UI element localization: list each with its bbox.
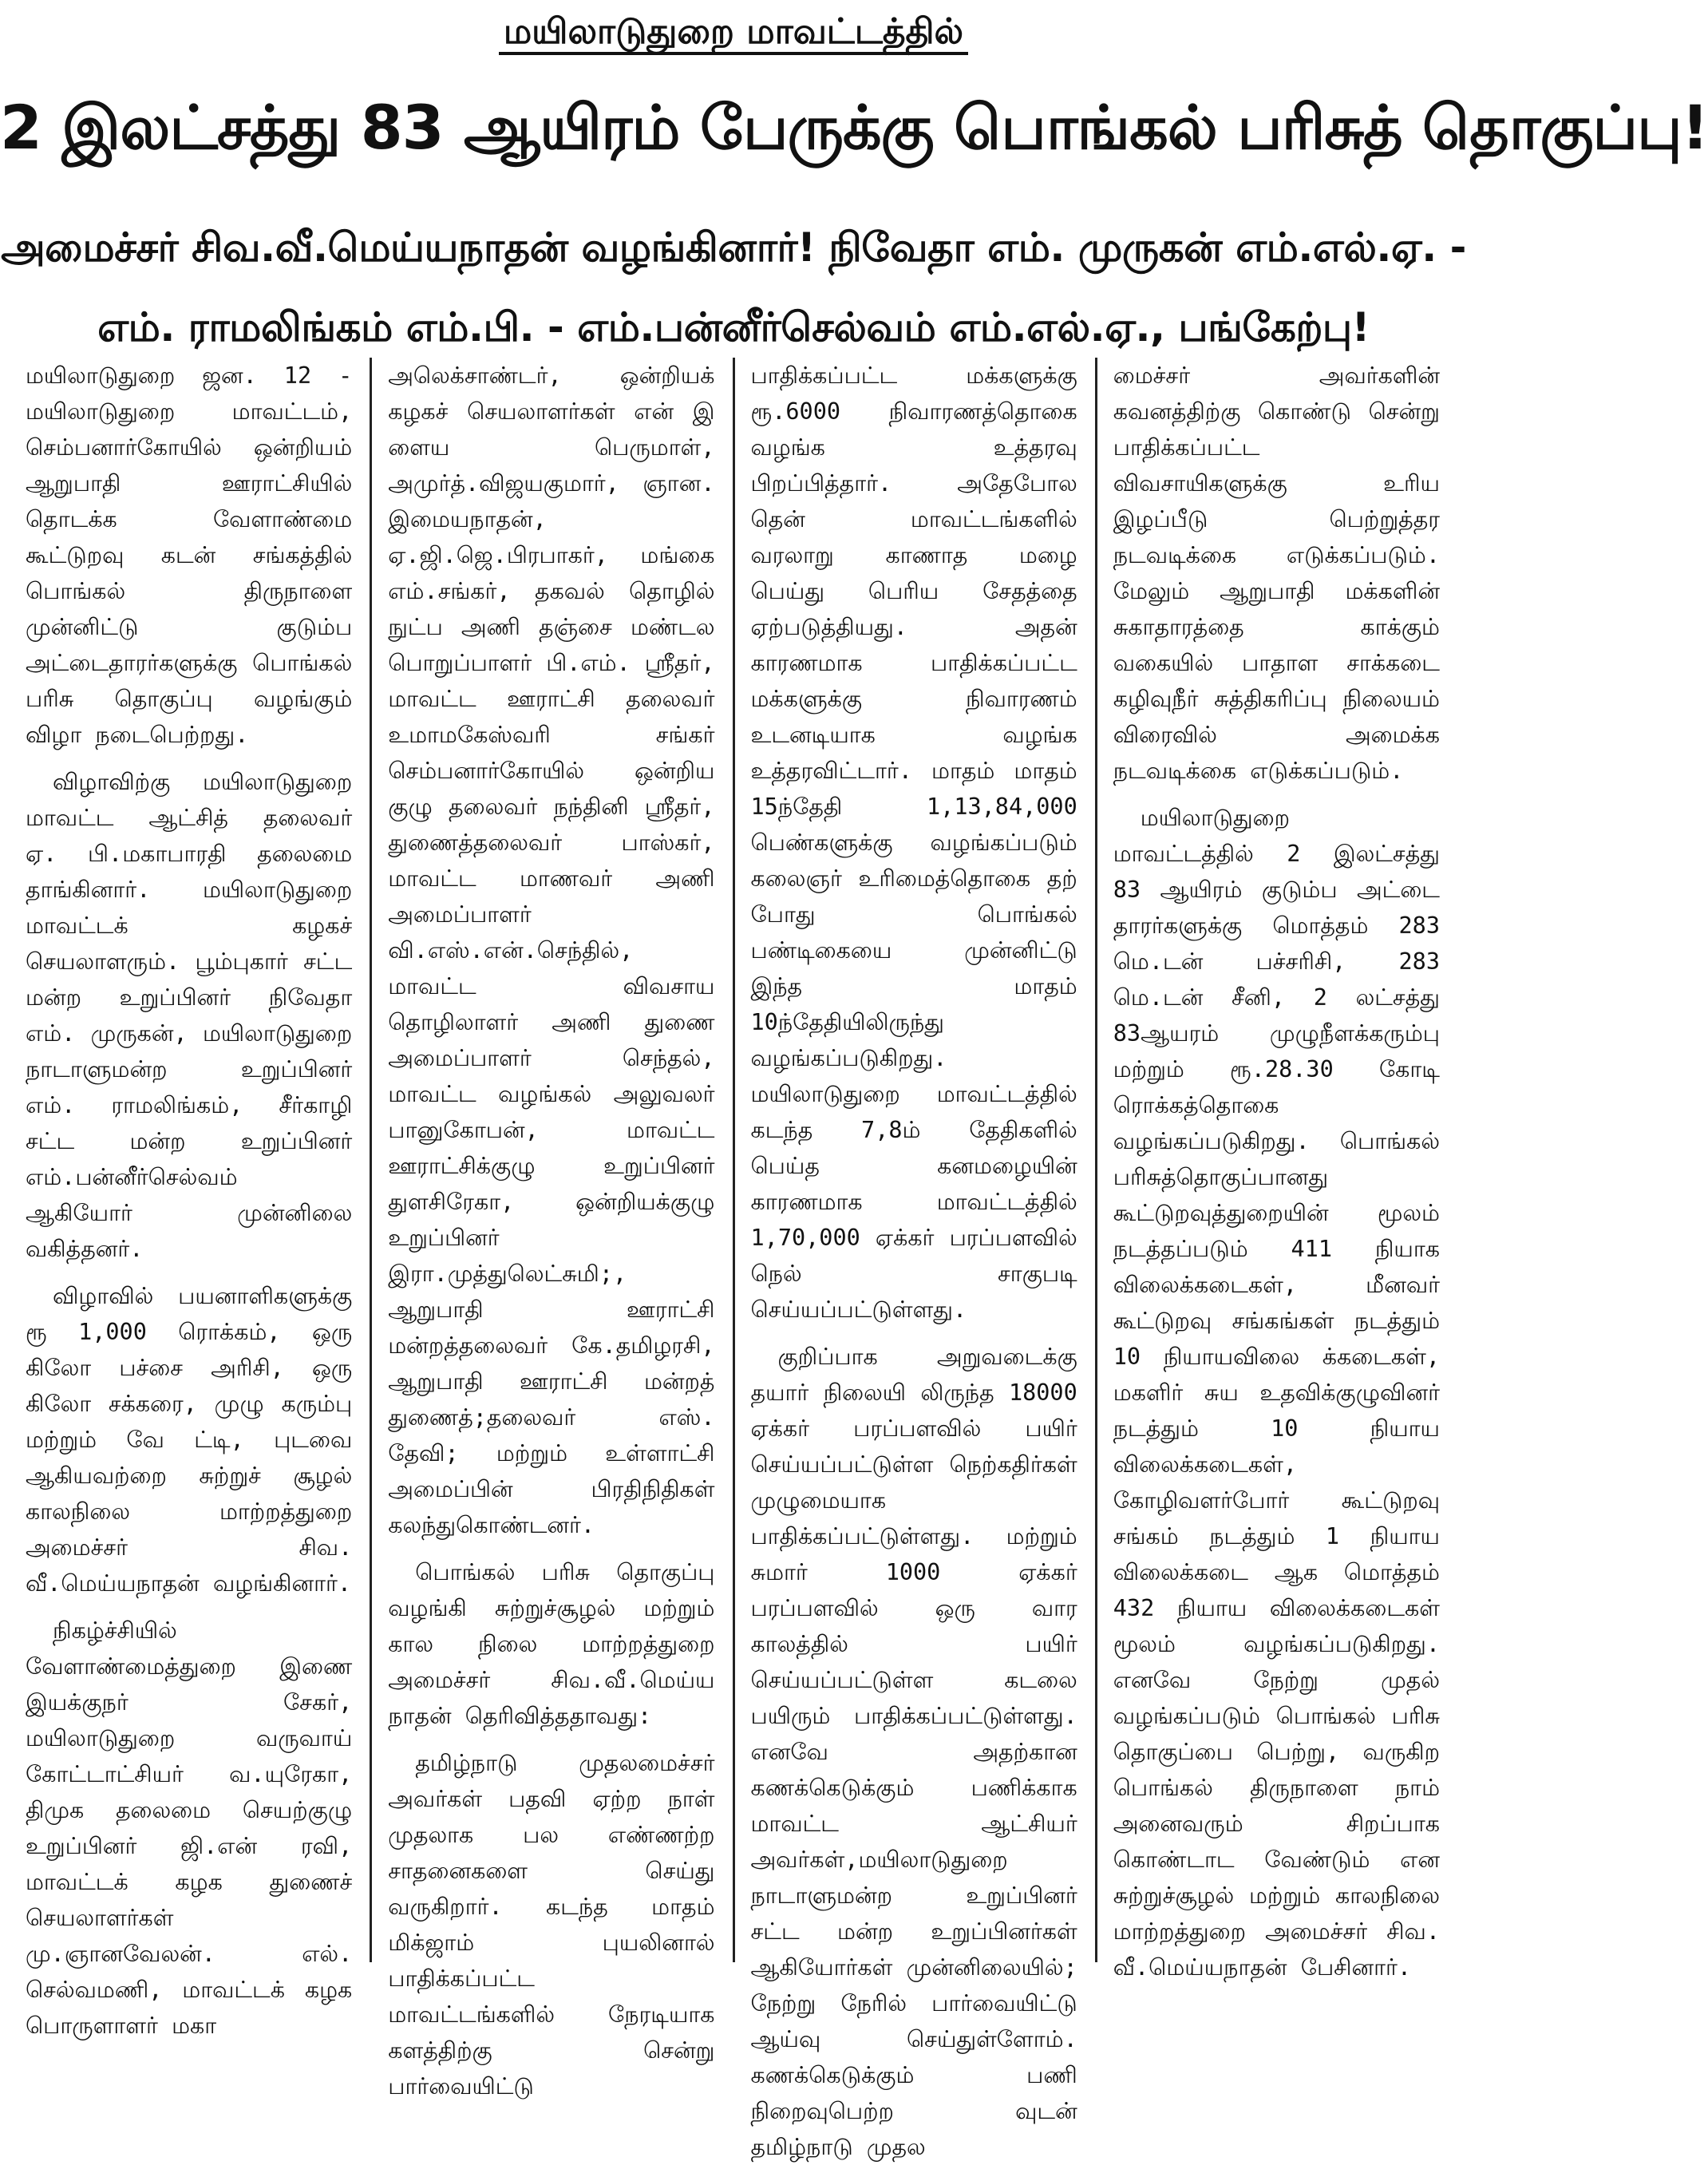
article-paragraph: மைச்சர் அவர்களின் கவனத்திற்கு கொண்டு சென்று பாதிக்கப்பட்ட விவசாயிகளுக்கு உரிய இழப்பீடு பெற்றுத்தர நடவடிக்கை எடுக்கப்படும். மேலும் ஆறுபாதி மக்களின் சுகாதாரத்தை காக்கும் வகையில் பாதாள சாக்கடை கழிவுநீர் சுத்திகரிப்பு நிலையம் விரைவில் அமைக்க நடவடிக்கை எடுக்கப்படும். — [1113, 362, 1440, 784]
article-paragraph: அலெக்சாண்டர், ஒன்றியக் கழகச் செயலாளர்கள் என் இ ளைய பெருமாள், அமுர்த்.விஜயகுமார், ஞான. இமையநாதன், ஏ.ஜி.ஜெ.பிரபாகர், மங்கை எம்.சங்கர், தகவல் தொழில் நுட்ப அணி தஞ்சை மண்டல பொறுப்பாளர் பி.எம். ஸ்ரீதர், மாவட்ட ஊராட்சி தலைவர் உமாமகேஸ்வரி சங்கர் செம்பனார்கோயில் ஒன்றிய குழு தலைவர் நந்தினி ஸ்ரீதர், துணைத்தலைவர் பாஸ்கர், மாவட்ட மாணவர் அணி அமைப்பாளர் வி.எஸ்.என்.செந்தில், மாவட்ட விவசாய தொழிலாளர் அணி துணை அமைப்பாளர் செந்தல், மாவட்ட வழங்கல் அலுவலர் பானுகோபன், மாவட்ட ஊராட்சிக்குழு உறுப்பினர் துளசிரேகா, ஒன்றியக்குழு உறுப்பினர் இரா.முத்துலெட்சுமி;, ஆறுபாதி ஊராட்சி மன்றத்தலைவர் கே.தமிழரசி, ஆறுபாதி ஊராட்சி மன்றத் துணைத்;தலைவர் எஸ். தேவி; மற்றும் உள்ளாட்சி அமைப்பின் பிரதிநிதிகள் கலந்துகொண்டனர். — [388, 362, 715, 1538]
article-paragraph: விழாவிற்கு மயிலாடுதுறை மாவட்ட ஆட்சித் தலைவர் ஏ. பி.மகாபாரதி தலைமை தாங்கினார். மயிலாடுதுறை மாவட்டக் கழகச் செயலாளரும். பூம்புகார் சட்ட மன்ற உறுப்பினர் நிவேதா எம். முருகன், மயிலாடுதுறை நாடாளுமன்ற உறுப்பினர் எம். ராமலிங்கம், சீர்காழி சட்ட மன்ற உறுப்பினர் எம்.பன்னீர்செல்வம் ஆகியோர் முன்னிலை வகித்தனர். — [26, 769, 353, 1262]
kicker-text: மயிலாடுதுறை மாவட்டத்தில் — [499, 11, 968, 55]
article-column-1 — [10, 358, 370, 2039]
article-paragraph: பொங்கல் பரிசு தொகுப்பு வழங்கி சுற்றுச்சூழல் மற்றும் கால நிலை மாற்றத்துறை அமைச்சர் சிவ.வீ.மெய்ய நாதன் தெரிவித்ததாவது: — [388, 1559, 715, 1729]
article-paragraph: பாதிக்கப்பட்ட மக்களுக்கு ரூ.6000 நிவாரணத்தொகை வழங்க உத்தரவு பிறப்பித்தார். அதேபோல தென் மாவட்டங்களில் வரலாறு காணாத மழை பெய்து பெரிய சேதத்தை ஏற்படுத்தியது. அதன் காரணமாக பாதிக்கப்பட்ட மக்களுக்கு நிவாரணம் உடனடியாக வழங்க உத்தரவிட்டார். மாதம் மாதம் 15ந்தேதி 1,13,84,000 பெண்களுக்கு வழங்கப்படும் கலைஞர் உரிமைத்தொகை தற் போது பொங்கல் பண்டிகையை முன்னிட்டு இந்த மாதம் 10ந்தேதியிலிருந்து வழங்கப்படுகிறது. மயிலாடுதுறை மாவட்டத்தில் கடந்த 7,8ம் தேதிகளில் பெய்த கனமழையின் காரணமாக மாவட்டத்தில் 1,70,000 ஏக்கர் பரப்பளவில் நெல் சாகுபடி செய்யப்பட்டுள்ளது. — [750, 362, 1077, 1323]
article-column-2 — [370, 358, 732, 2100]
article-column-4 — [1095, 358, 1457, 1981]
article-subheading-1: அமைச்சர் சிவ.வீ.மெய்யநாதன் வழங்கினார்! நிவேதா எம். முருகன் எம்.எல்.ஏ. - — [1, 224, 1466, 271]
article-paragraph: தமிழ்நாடு முதலமைச்சர் அவர்கள் பதவி ஏற்ற நாள் முதலாக பல எண்ணற்ற சாதனைகளை செய்து வருகிறார். கடந்த மாதம் மிக்ஜாம் புயலினால் பாதிக்கப்பட்ட மாவட்டங்களில் நேரடியாக களத்திற்கு சென்று பார்வையிட்டு — [388, 1750, 715, 2100]
article-column-3 — [733, 358, 1095, 2160]
article-paragraph: மயிலாடுதுறை மாவட்டத்தில் 2 இலட்சத்து 83 ஆயிரம் குடும்ப அட்டை தாரர்களுக்கு மொத்தம் 283 மெ.டன் பச்சரிசி, 283 மெ.டன் சீனி, 2 லட்சத்து 83ஆயரம் முழுநீளக்கரும்பு மற்றும் ரூ.28.30 கோடி ரொக்கத்தொகை வழங்கப்படுகிறது. பொங்கல் பரிசுத்தொகுப்பானது கூட்டுறவுத்துறையின் மூலம் நடத்தப்படும் 411 நியாக விலைக்கடைகள், மீனவர் கூட்டுறவு சங்கங்கள் நடத்தும் 10 நியாயவிலை க்கடைகள், மகளிர் சுய உதவிக்குழுவினர் நடத்தும் 10 நியாய விலைக்கடைகள், கோழிவளர்போர் கூட்டுறவு சங்கம் நடத்தும் 1 நியாய விலைக்கடை ஆக மொத்தம் 432 நியாய விலைக்கடைகள் மூலம் வழங்கப்படுகிறது. எனவே நேற்று முதல் வழங்கப்படும் பொங்கல் பரிசு தொகுப்பை பெற்று, வருகிற பொங்கல் திருநாளை நாம் அனைவரும் சிறப்பாக கொண்டாட வேண்டும் என சுற்றுச்சூழல் மற்றும் காலநிலை மாற்றத்துறை அமைச்சர் சிவ. வீ.மெய்யநாதன் பேசினார். — [1113, 805, 1440, 1981]
article-paragraph: குறிப்பாக அறுவடைக்கு தயார் நிலையி லிருந்த 18000 ஏக்கர் பரப்பளவில் பயிர் செய்யப்பட்டுள்ள நெற்கதிர்கள் முழுமையாக பாதிக்கப்பட்டுள்ளது. மற்றும் சுமார் 1000 ஏக்கர் பரப்பளவில் ஒரு வார காலத்தில் பயிர் செய்யப்பட்டுள்ள கடலை பயிரும் பாதிக்கப்பட்டுள்ளது. எனவே அதற்கான கணக்கெடுக்கும் பணிக்காக மாவட்ட ஆட்சியர் அவர்கள்,மயிலாடுதுறை நாடாளுமன்ற உறுப்பினர் சட்ட மன்ற உறுப்பினர்கள் ஆகியோர்கள் முன்னிலையில்; நேற்று நேரில் பார்வையிட்டு ஆய்வு செய்துள்ளோம். கணக்கெடுக்கும் பணி நிறைவுபெற்ற வுடன் தமிழ்நாடு முதல — [750, 1344, 1077, 2160]
article-paragraph: நிகழ்ச்சியில் வேளாண்மைத்துறை இணை இயக்குநர் சேகர், மயிலாடுதுறை வருவாய் கோட்டாட்சியர் வ.யுரேகா, திமுக தலைமை செயற்குழு உறுப்பினர் ஜி.என் ரவி, மாவட்டக் கழக துணைச் செயலாளர்கள் மு.ஞானவேலன். எல். செல்வமணி, மாவட்டக் கழக பொருளாளர் மகா — [26, 1617, 353, 2039]
article-headline: 2 இலட்சத்து 83 ஆயிரம் பேருக்கு பொங்கல் பரிசுத் தொகுப்பு! — [0, 92, 1708, 163]
article-subheading-2: எம். ராமலிங்கம் எம்.பி. - எம்.பன்னீர்செல்வம் எம்.எல்.ஏ., பங்கேற்பு! — [97, 304, 1370, 350]
article-paragraph: மயிலாடுதுறை ஜன. 12 - மயிலாடுதுறை மாவட்டம், செம்பனார்கோயில் ஒன்றியம் ஆறுபாதி ஊராட்சியில் தொடக்க வேளாண்மை கூட்டுறவு கடன் சங்கத்தில் பொங்கல் திருநாளை முன்னிட்டு குடும்ப அட்டைதாரர்களுக்கு பொங்கல் பரிசு தொகுப்பு வழங்கும் விழா நடைபெற்றது. — [26, 362, 353, 748]
article-paragraph: விழாவில் பயனாளிகளுக்கு ரூ 1,000 ரொக்கம், ஒரு கிலோ பச்சை அரிசி, ஒரு கிலோ சக்கரை, முழு கரும்பு மற்றும் வே ட்டி, புடவை ஆகியவற்றை சுற்றுச் சூழல் காலநிலை மாற்றத்துறை அமைச்சர் சிவ. வீ.மெய்யநாதன் வழங்கினார். — [26, 1283, 353, 1597]
article-body — [10, 358, 1457, 2160]
article-kicker — [0, 8, 1467, 56]
